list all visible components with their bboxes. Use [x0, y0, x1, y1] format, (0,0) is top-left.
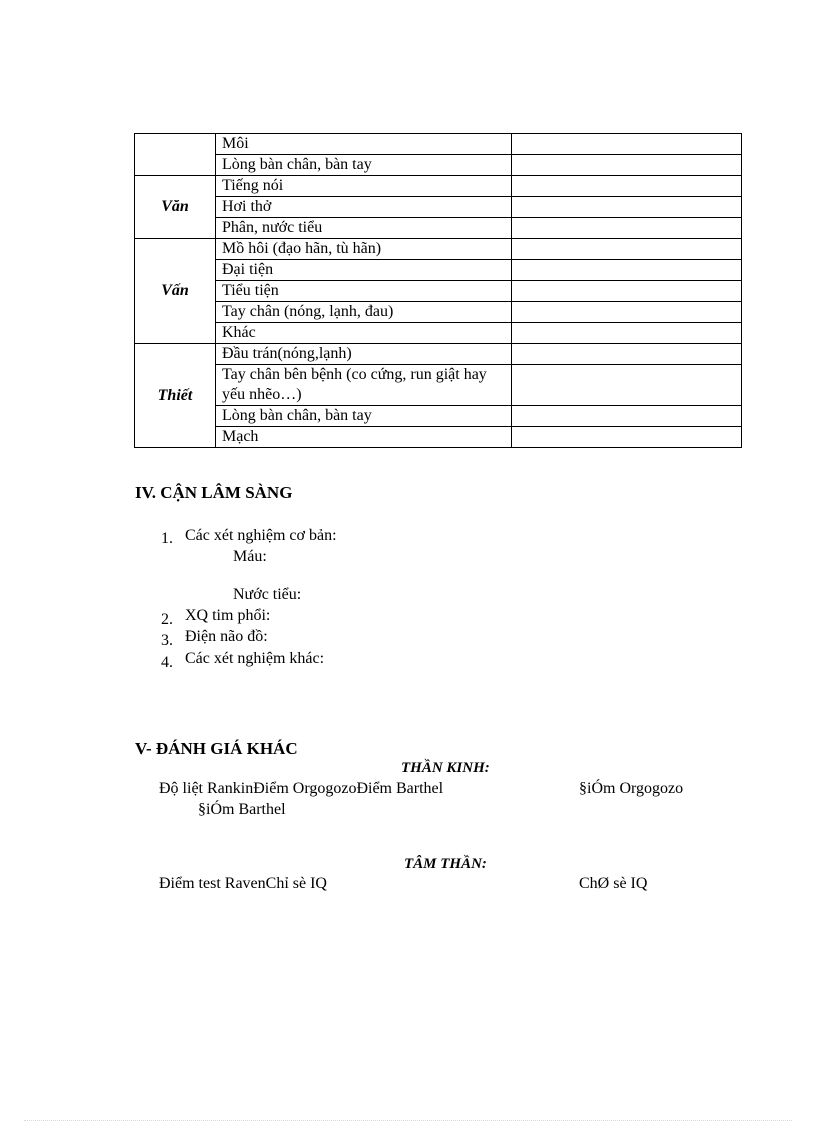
- row-value-cell[interactable]: [512, 239, 742, 260]
- row-value-cell[interactable]: [512, 218, 742, 239]
- row-value-cell[interactable]: [512, 427, 742, 448]
- table-row: [135, 155, 742, 176]
- row-value-cell[interactable]: [512, 344, 742, 365]
- row-label: Tay chân (nóng, lạnh, đau): [216, 302, 512, 323]
- urine-sub-label: Nước tiểu:: [233, 586, 302, 603]
- table-row: [135, 406, 742, 427]
- list-item-number: 4.: [161, 654, 173, 671]
- psych-line-left: Điểm test RavenChỉ sè IQ: [159, 875, 327, 892]
- list-item-label: Các xét nghiệm khác:: [185, 650, 325, 667]
- table-row: [135, 239, 742, 260]
- row-value-cell[interactable]: [512, 323, 742, 344]
- section-iv-heading: IV. CẬN LÂM SÀNG: [135, 483, 293, 502]
- row-value-cell[interactable]: [512, 134, 742, 155]
- row-value-cell[interactable]: [512, 281, 742, 302]
- blood-sub-label: Máu:: [233, 548, 267, 565]
- list-item-number: 2.: [161, 611, 173, 628]
- row-label: Tiểu tiện: [216, 281, 512, 302]
- row-label: Tiếng nói: [216, 176, 512, 197]
- neuro-line-left: Độ liệt RankinĐiểm OrgogozoĐiểm Barthel: [159, 780, 444, 797]
- row-value-cell[interactable]: [512, 260, 742, 281]
- table-row: [135, 197, 742, 218]
- table-row: [135, 344, 742, 365]
- group-label-van-ask: Vấn: [135, 239, 216, 344]
- table-row: [135, 365, 742, 406]
- row-value-cell[interactable]: [512, 365, 742, 406]
- neuro-line2: §iÓm Barthel: [198, 801, 286, 818]
- table-row: [135, 281, 742, 302]
- neuro-subheading: THẦN KINH:: [401, 760, 490, 776]
- table-row: [135, 134, 742, 155]
- row-value-cell[interactable]: [512, 176, 742, 197]
- row-label: Tay chân bên bệnh (co cứng, run giật hay yếu nhẽo…): [216, 365, 512, 406]
- psych-line-right: ChØ sè IQ: [579, 875, 648, 892]
- row-value-cell[interactable]: [512, 197, 742, 218]
- page-bottom-divider: [24, 1120, 792, 1121]
- row-label: Phân, nước tiểu: [216, 218, 512, 239]
- row-label: Mạch: [216, 427, 512, 448]
- row-label: Đầu trán(nóng,lạnh): [216, 344, 512, 365]
- list-item-number: 1.: [161, 530, 173, 547]
- table-row: [135, 323, 742, 344]
- list-item-label: XQ tim phổi:: [185, 607, 271, 624]
- section-v-heading: V- ĐÁNH GIÁ KHÁC: [135, 739, 298, 758]
- psych-subheading: TÂM THẦN:: [404, 856, 487, 872]
- list-item-label: Các xét nghiệm cơ bản:: [185, 527, 337, 544]
- row-label: Lòng bàn chân, bàn tay: [216, 406, 512, 427]
- row-label: Môi: [216, 134, 512, 155]
- row-label: Mồ hôi (đạo hãn, tù hãn): [216, 239, 512, 260]
- table-row: [135, 176, 742, 197]
- examination-table: [134, 133, 742, 448]
- row-label: Đại tiện: [216, 260, 512, 281]
- table-row: [135, 427, 742, 448]
- row-label: Lòng bàn chân, bàn tay: [216, 155, 512, 176]
- table-row: [135, 260, 742, 281]
- neuro-line-right: §iÓm Orgogozo: [579, 780, 684, 797]
- table-row: [135, 218, 742, 239]
- row-label: Khác: [216, 323, 512, 344]
- row-value-cell[interactable]: [512, 302, 742, 323]
- row-value-cell[interactable]: [512, 406, 742, 427]
- list-item-label: Điện não đồ:: [185, 628, 268, 645]
- list-item-number: 3.: [161, 632, 173, 649]
- table-row: [135, 302, 742, 323]
- row-label: Hơi thở: [216, 197, 512, 218]
- group-label-thiet: Thiết: [135, 344, 216, 448]
- row-value-cell[interactable]: [512, 155, 742, 176]
- group-label: [135, 134, 216, 176]
- group-label-van-listen: Văn: [135, 176, 216, 239]
